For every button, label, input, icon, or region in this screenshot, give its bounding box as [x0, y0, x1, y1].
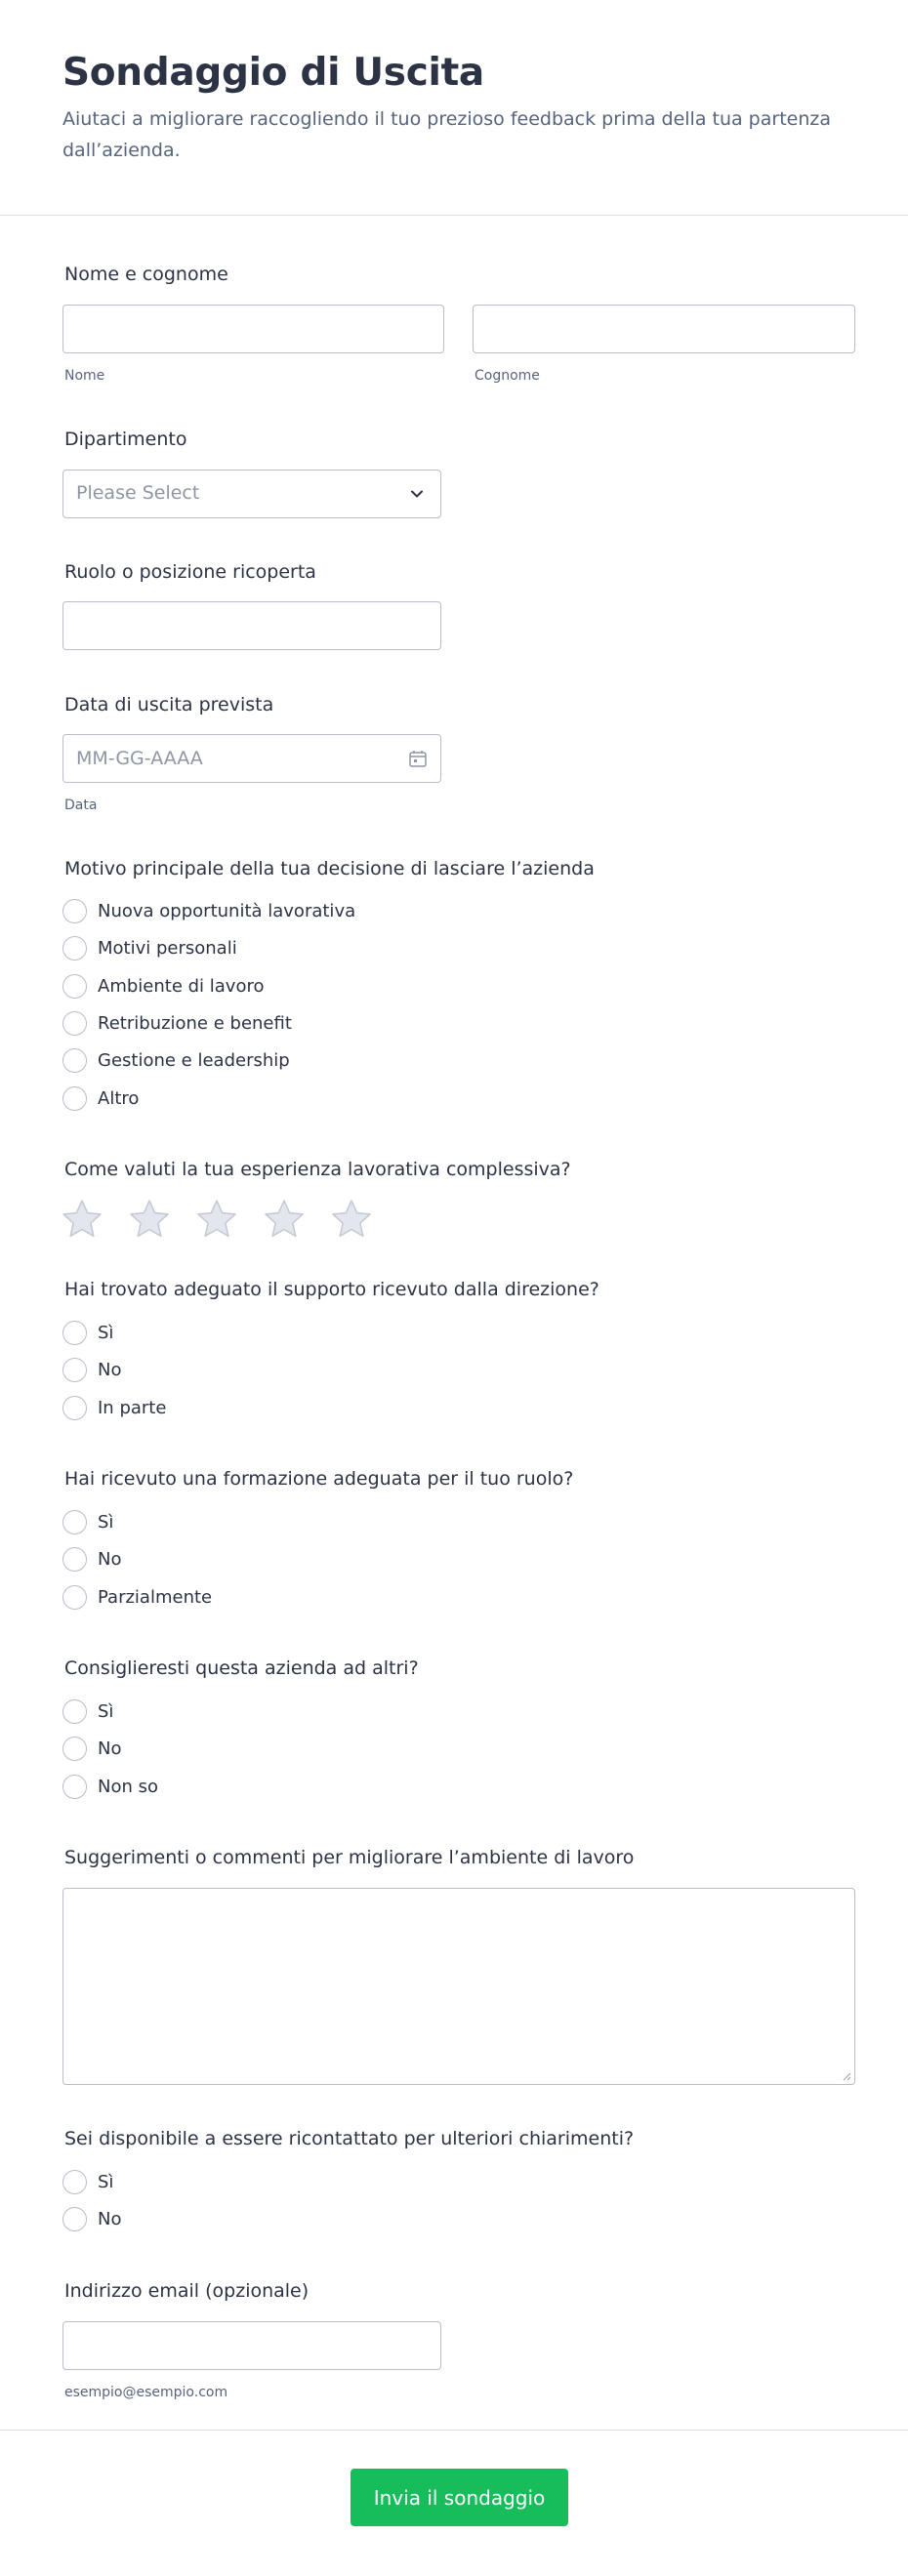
- email-sublabel: esempio@esempio.com: [64, 2385, 228, 2400]
- reason-option[interactable]: [62, 1046, 290, 1074]
- radio-button[interactable]: [62, 936, 87, 961]
- radio-button[interactable]: [62, 1086, 87, 1111]
- radio-button[interactable]: [62, 1585, 87, 1610]
- reason-label: Motivo principale della tua decisione di lasciare l’azienda: [64, 858, 595, 879]
- support-option[interactable]: [62, 1319, 113, 1346]
- name-label: Nome e cognome: [64, 264, 228, 285]
- suggestions-label: Suggerimenti o commenti per migliorare l’ambiente di lavoro: [64, 1847, 635, 1868]
- support-option-label: In parte: [98, 1397, 167, 1418]
- radio-button[interactable]: [62, 974, 87, 999]
- reason-option[interactable]: [62, 1009, 292, 1037]
- star-icon[interactable]: [61, 1198, 103, 1241]
- radio-button[interactable]: [62, 1048, 87, 1073]
- training-option-label: No: [98, 1548, 122, 1570]
- star-icon[interactable]: [128, 1198, 171, 1241]
- contact-option-label: Sì: [98, 2171, 114, 2192]
- reason-option[interactable]: [62, 972, 264, 1000]
- radio-button[interactable]: [62, 1737, 87, 1761]
- radio-button[interactable]: [62, 1510, 87, 1534]
- exit-date-field[interactable]: [62, 734, 441, 783]
- reason-option-label: Gestione e leadership: [98, 1049, 290, 1071]
- recommend-option-label: Non so: [98, 1776, 158, 1797]
- suggestions-textarea[interactable]: [62, 1888, 855, 2085]
- radio-button[interactable]: [62, 1011, 87, 1036]
- contact-option[interactable]: [62, 2205, 121, 2232]
- training-label: Hai ricevuto una formazione adeguata per il tuo ruolo?: [64, 1468, 574, 1490]
- star-rating[interactable]: [61, 1198, 397, 1241]
- training-option-label: Sì: [98, 1511, 114, 1533]
- reason-option-label: Ambiente di lavoro: [98, 975, 265, 997]
- email-input[interactable]: [63, 2322, 440, 2369]
- exit-date-label: Data di uscita prevista: [64, 694, 274, 716]
- radio-button[interactable]: [62, 1396, 87, 1420]
- support-option-label: Sì: [98, 1322, 114, 1343]
- support-label: Hai trovato adeguato il supporto ricevuto dalla direzione?: [64, 1279, 599, 1300]
- email-field[interactable]: [62, 2321, 441, 2370]
- radio-button[interactable]: [62, 2207, 87, 2231]
- rating-label: Come valuti la tua esperienza lavorativa complessiva?: [64, 1159, 571, 1180]
- page-title: Sondaggio di Uscita: [62, 51, 484, 95]
- calendar-icon[interactable]: [408, 749, 428, 768]
- department-placeholder: Please Select: [76, 482, 200, 504]
- reason-option-label: Altro: [98, 1087, 140, 1109]
- reason-option[interactable]: [62, 1084, 139, 1112]
- radio-button[interactable]: [62, 899, 87, 923]
- first-name-input[interactable]: [63, 306, 443, 352]
- reason-option[interactable]: [62, 897, 355, 924]
- suggestions-input[interactable]: [63, 1889, 854, 2084]
- radio-button[interactable]: [62, 1358, 87, 1382]
- support-option[interactable]: [62, 1394, 166, 1421]
- reason-option[interactable]: [62, 934, 237, 961]
- reason-option-label: Retribuzione e benefit: [98, 1012, 292, 1034]
- reason-option-label: Nuova opportunità lavorativa: [98, 900, 356, 921]
- exit-date-sublabel: Data: [64, 797, 98, 813]
- last-name-input[interactable]: [474, 306, 854, 352]
- role-label: Ruolo o posizione ricoperta: [64, 561, 316, 583]
- training-option[interactable]: [62, 1508, 113, 1535]
- department-label: Dipartimento: [64, 429, 187, 450]
- contact-option-label: No: [98, 2208, 122, 2229]
- role-field[interactable]: [62, 601, 441, 650]
- training-option[interactable]: [62, 1545, 121, 1573]
- department-select[interactable]: [62, 470, 441, 518]
- recommend-option-label: No: [98, 1738, 122, 1759]
- radio-button[interactable]: [62, 2170, 87, 2194]
- recommend-option[interactable]: [62, 1735, 121, 1762]
- first-name-field[interactable]: [62, 305, 444, 353]
- chevron-down-icon: [405, 482, 429, 506]
- form-header: [0, 0, 908, 216]
- radio-button[interactable]: [62, 1321, 87, 1345]
- last-name-sublabel: Cognome: [475, 368, 540, 384]
- recommend-label: Consiglieresti questa azienda ad altri?: [64, 1657, 419, 1679]
- resize-grip-icon[interactable]: [842, 2071, 851, 2081]
- training-option[interactable]: [62, 1583, 212, 1611]
- radio-button[interactable]: [62, 1547, 87, 1572]
- star-icon[interactable]: [263, 1198, 306, 1241]
- recommend-option[interactable]: [62, 1773, 158, 1800]
- star-icon[interactable]: [195, 1198, 238, 1241]
- recommend-option[interactable]: [62, 1697, 113, 1725]
- contact-label: Sei disponibile a essere ricontattato per ulteriori chiarimenti?: [64, 2128, 635, 2149]
- first-name-sublabel: Nome: [64, 368, 105, 384]
- support-option-label: No: [98, 1359, 122, 1380]
- reason-option-label: Motivi personali: [98, 937, 237, 959]
- last-name-field[interactable]: [473, 305, 855, 353]
- submit-button[interactable]: Invia il sondaggio: [351, 2469, 568, 2526]
- contact-option[interactable]: [62, 2168, 113, 2195]
- star-icon[interactable]: [330, 1198, 373, 1241]
- training-option-label: Parzialmente: [98, 1586, 213, 1608]
- radio-button[interactable]: [62, 1775, 87, 1799]
- email-label: Indirizzo email (opzionale): [64, 2280, 310, 2302]
- radio-button[interactable]: [62, 1699, 87, 1724]
- exit-date-input[interactable]: [63, 735, 440, 782]
- recommend-option-label: Sì: [98, 1700, 114, 1722]
- support-option[interactable]: [62, 1356, 121, 1383]
- page-subtitle: Aiutaci a migliorare raccogliendo il tuo prezioso feedback prima della tua partenza dall’azienda.: [62, 108, 831, 161]
- role-input[interactable]: [63, 602, 440, 649]
